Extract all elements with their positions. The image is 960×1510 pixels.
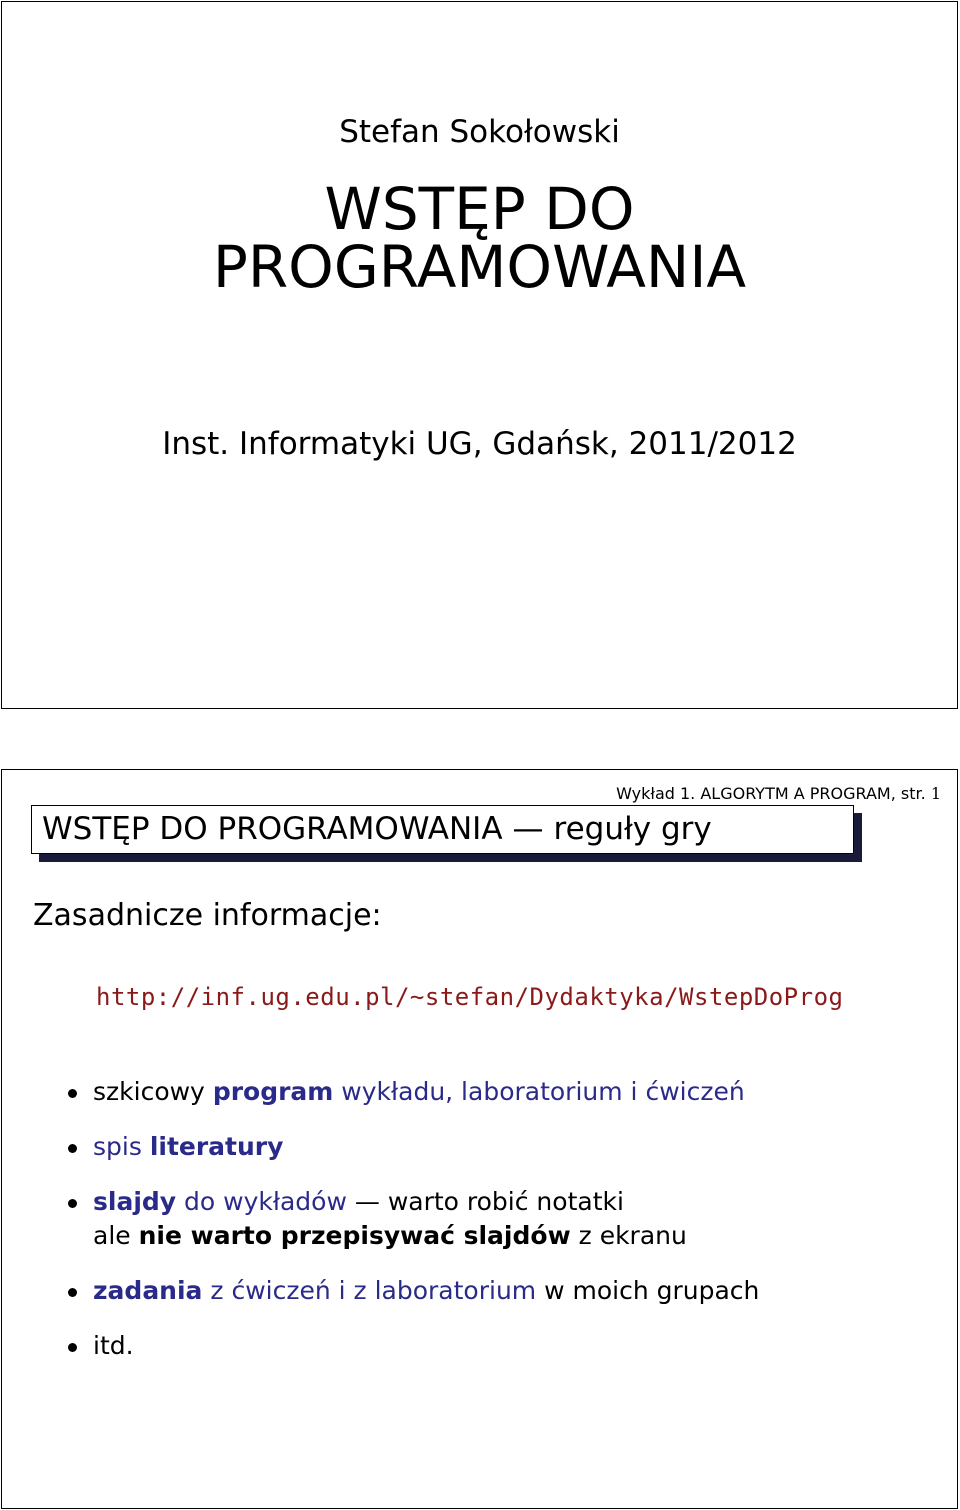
bullet-text: w moich grupach: [536, 1276, 760, 1305]
tasks-link[interactable]: zadania: [93, 1276, 203, 1305]
slide-title-box: [31, 805, 854, 854]
bullet-icon: [68, 1199, 77, 1208]
info-list: [62, 1075, 922, 1384]
bullet-text: z ekranu: [570, 1221, 687, 1250]
bullet-icon: [68, 1089, 77, 1098]
tasks-link-desc[interactable]: z ćwiczeń i z laboratorium: [202, 1276, 537, 1305]
list-item: [62, 1130, 922, 1164]
header-text: Wykład 1. ALGORYTM A PROGRAM, str.: [616, 784, 926, 803]
rules-slide: [1, 769, 958, 1509]
bullet-text: — warto robić notatki: [346, 1187, 624, 1216]
program-link-desc[interactable]: wykładu, laboratorium i ćwiczeń: [333, 1077, 745, 1106]
bullet-icon: [68, 1144, 77, 1153]
institution-line: Inst. Informatyki UG, Gdańsk, 2011/2012: [162, 426, 797, 462]
slides-link[interactable]: slajdy: [93, 1187, 177, 1216]
program-link[interactable]: program: [212, 1077, 334, 1106]
bullet-icon: [68, 1343, 77, 1352]
slides-link-desc[interactable]: do wykładów: [176, 1187, 347, 1216]
slide-title-sub: reguły gry: [553, 811, 712, 847]
author-name: Stefan Sokołowski: [339, 114, 620, 150]
course-url[interactable]: http://inf.ug.edu.pl/∼stefan/Dydaktyka/WstepDoProg: [96, 983, 844, 1011]
course-title: [2, 175, 957, 301]
literature-prefix: spis: [93, 1132, 150, 1161]
list-item: [62, 1075, 922, 1109]
bullet-text: itd.: [93, 1331, 134, 1360]
slide-header: [616, 784, 941, 803]
header-page-number: 1: [930, 784, 941, 803]
course-title-line2: PROGRAMOWANIA: [212, 233, 747, 301]
bullet-emphasis: nie warto przepisywać slajdów: [138, 1221, 571, 1250]
slide-title-main: WSTĘP DO PROGRAMOWANIA: [42, 811, 503, 847]
title-slide: [1, 1, 958, 709]
bullet-text: szkicowy: [93, 1077, 213, 1106]
bullet-icon: [68, 1288, 77, 1297]
section-heading: Zasadnicze informacje:: [33, 898, 382, 933]
bullet-text: ale: [93, 1221, 139, 1250]
list-item: [62, 1274, 922, 1308]
literature-link[interactable]: literatury: [149, 1132, 284, 1161]
list-item: [62, 1185, 922, 1253]
title-dash: —: [512, 811, 544, 847]
list-item: [62, 1329, 922, 1363]
course-title-line1: WSTĘP DO: [324, 175, 635, 243]
